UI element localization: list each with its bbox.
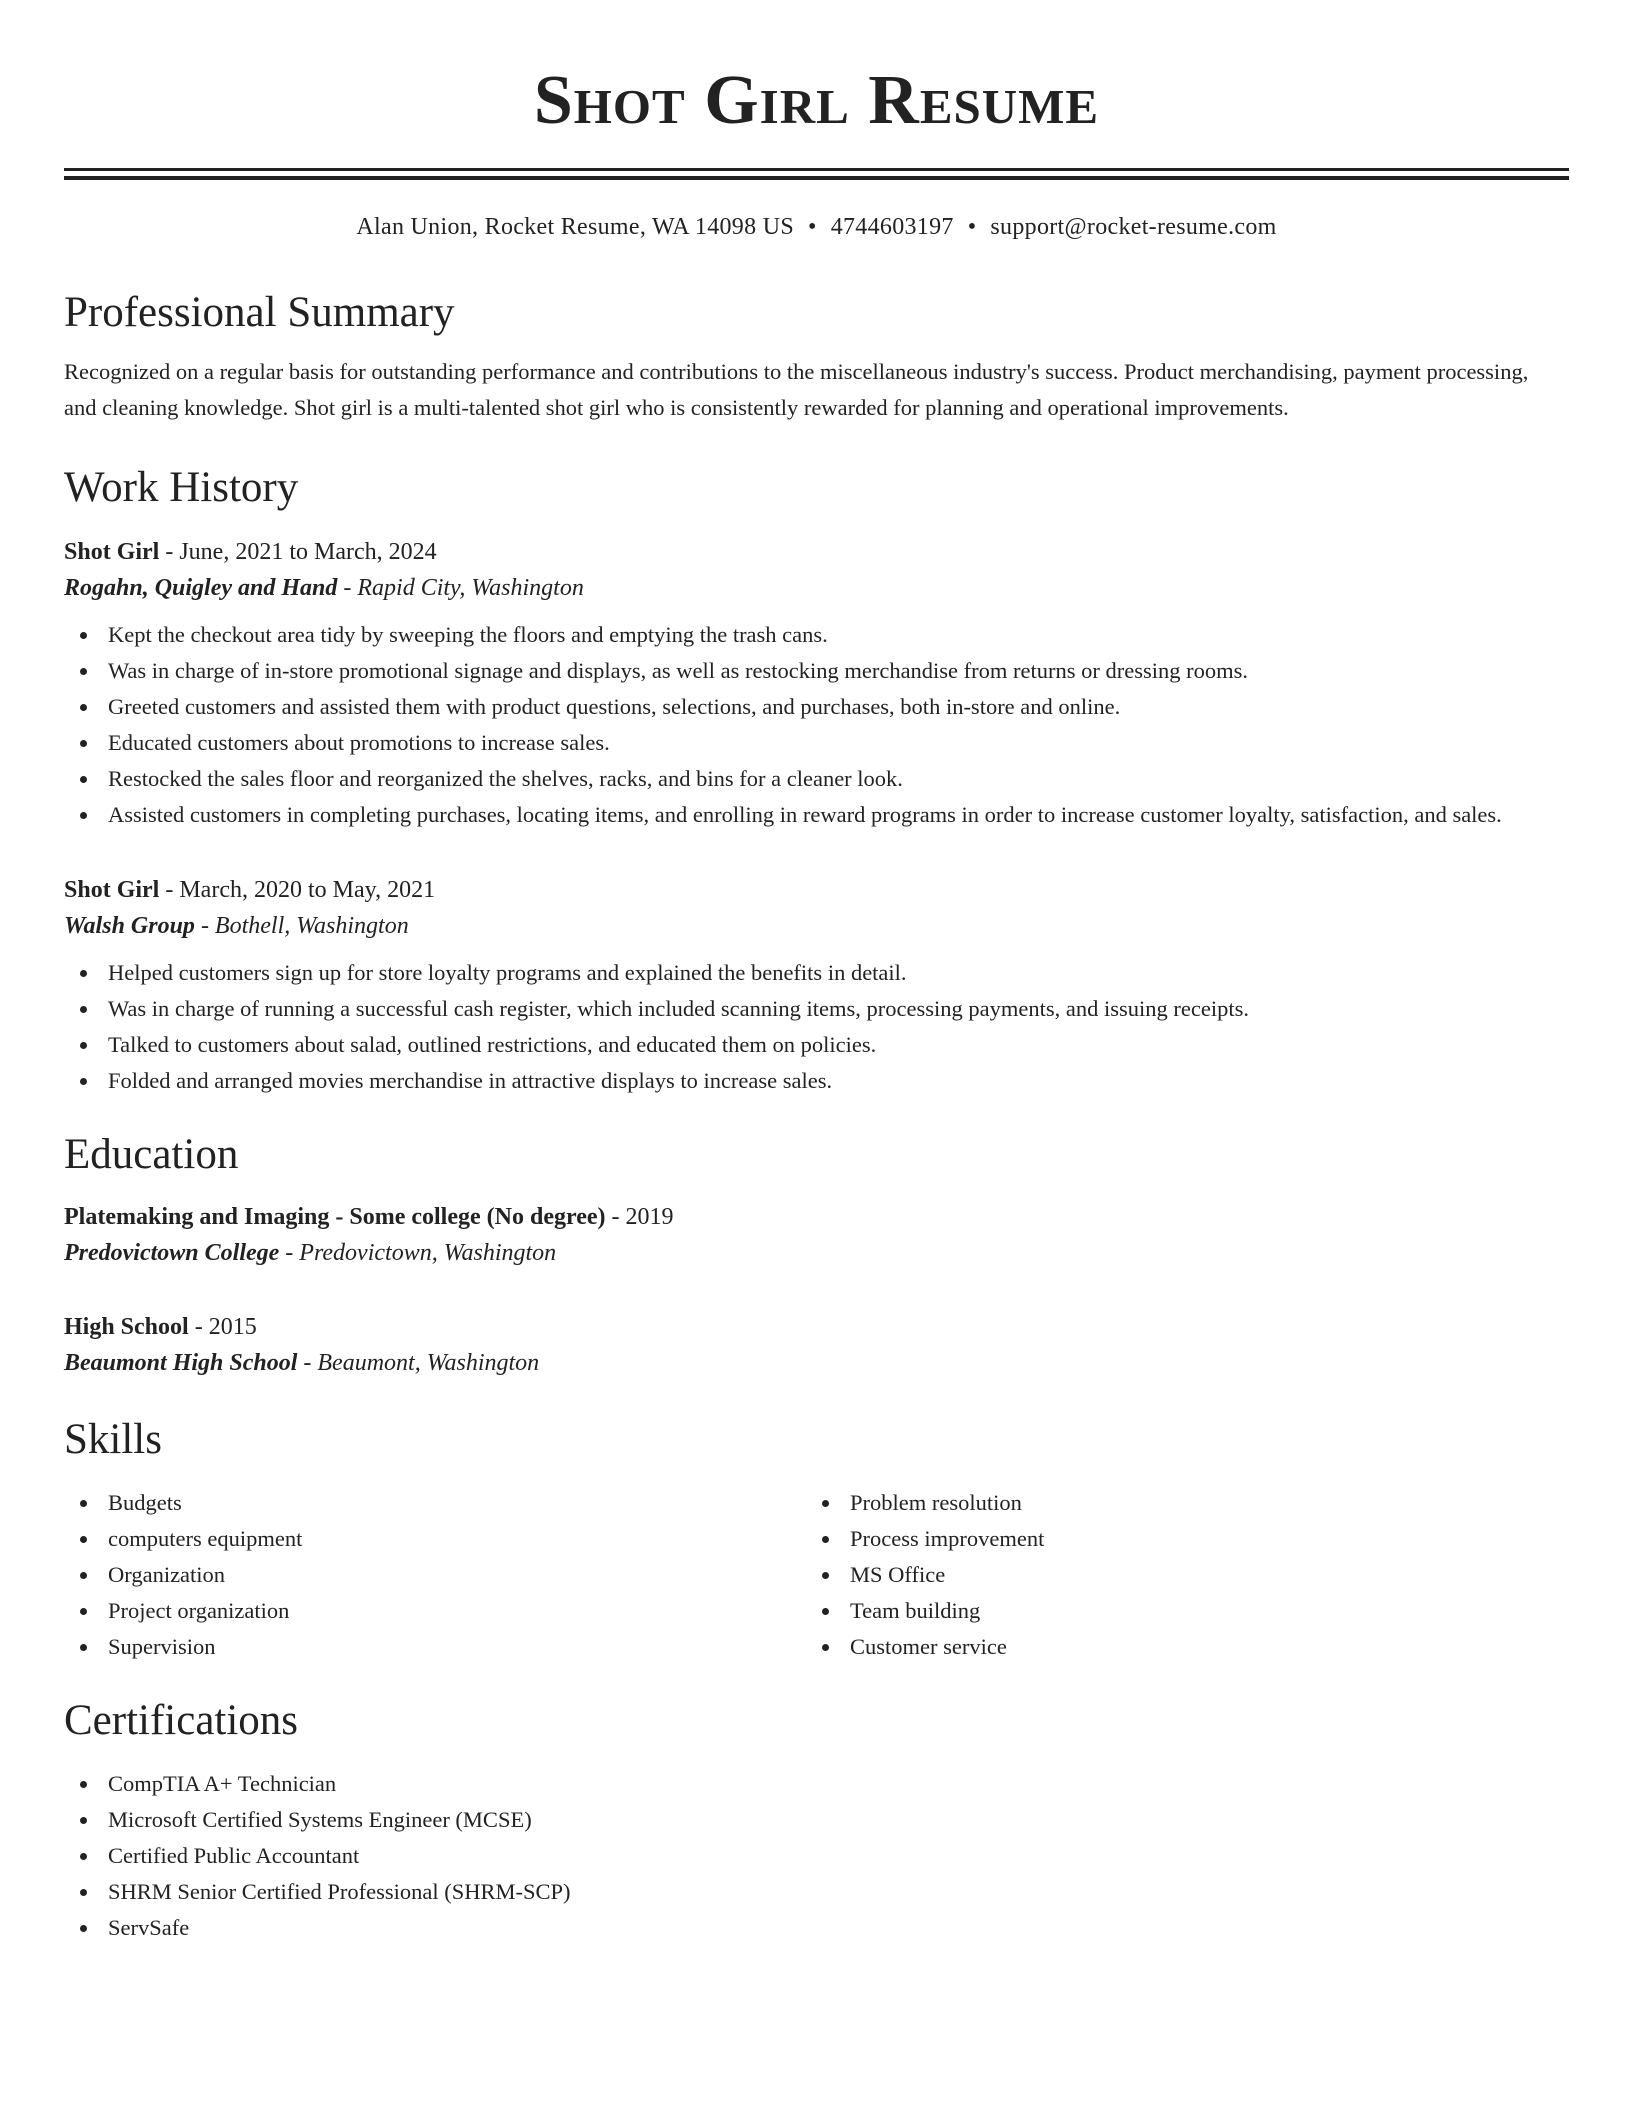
education-degree-line xyxy=(64,1200,1569,1234)
job-bullets xyxy=(64,955,1569,1099)
job-title-line xyxy=(64,873,1569,907)
contact-separator: • xyxy=(808,214,817,240)
job-title: Shot Girl xyxy=(64,877,160,903)
section-heading-education: Education xyxy=(64,1131,239,1178)
education-location: - Beaumont, Washington xyxy=(297,1350,540,1376)
contact-separator: • xyxy=(967,214,977,240)
job-dates: - March, 2020 to May, 2021 xyxy=(159,877,436,903)
job-dates: - June, 2021 to March, 2024 xyxy=(159,539,437,565)
certifications-list xyxy=(64,1766,1569,1946)
skills-columns xyxy=(64,1485,1569,1665)
contact-phone: 4744603197 xyxy=(830,214,954,240)
resume-page xyxy=(64,0,1569,1946)
skill-item: Supervision xyxy=(64,1629,806,1665)
skill-item: Budgets xyxy=(64,1485,806,1521)
education-year: - 2015 xyxy=(188,1314,257,1340)
section-heading-summary: Professional Summary xyxy=(64,289,455,336)
education-degree: Platemaking and Imaging - Some college (No degree) xyxy=(64,1204,606,1230)
education-year: - 2019 xyxy=(605,1204,674,1230)
skill-item: Customer service xyxy=(806,1629,1548,1665)
job-bullet: Helped customers sign up for store loyalty programs and explained the benefits in detail. xyxy=(64,955,1569,991)
job-bullet: Greeted customers and assisted them with product questions, selections, and purchases, both in-store and online. xyxy=(64,689,1569,725)
job-title: Shot Girl xyxy=(64,539,160,565)
job-entry xyxy=(64,873,1569,1099)
job-location: - Rapid City, Washington xyxy=(337,575,584,601)
resume-title: Shot Girl Resume xyxy=(533,62,1100,139)
skill-item: Process improvement xyxy=(806,1521,1548,1557)
job-bullet: Restocked the sales floor and reorganized the shelves, racks, and bins for a cleaner look. xyxy=(64,761,1569,797)
skill-item: Project organization xyxy=(64,1593,806,1629)
job-company-line xyxy=(64,907,1569,945)
job-entry xyxy=(64,535,1569,833)
skill-item: Problem resolution xyxy=(806,1485,1548,1521)
certification-item: CompTIA A+ Technician xyxy=(64,1766,1569,1802)
skills-list-right xyxy=(806,1485,1548,1665)
skill-item: Organization xyxy=(64,1557,806,1593)
skill-item: MS Office xyxy=(806,1557,1548,1593)
contact-address: Alan Union, Rocket Resume, WA 14098 US xyxy=(356,214,794,240)
section-heading-work-history: Work History xyxy=(64,464,299,511)
contact-line xyxy=(64,214,1569,241)
summary-text: Recognized on a regular basis for outstanding performance and contributions to the miscellaneous industry's success. Product merchandising, payment processing, and cleaning knowledge. Shot girl is a multi-talented shot girl who is consistently rewarded for planning and operational improvements. xyxy=(64,359,1529,420)
education-degree: High School xyxy=(64,1314,189,1340)
certification-item: ServSafe xyxy=(64,1910,1569,1946)
job-bullets xyxy=(64,617,1569,833)
job-bullet: Was in charge of running a successful cash register, which included scanning items, processing payments, and issuing receipts. xyxy=(64,991,1569,1027)
job-company-line xyxy=(64,569,1569,607)
title-rule-top xyxy=(64,168,1569,171)
certification-item: Certified Public Accountant xyxy=(64,1838,1569,1874)
skills-list-left xyxy=(64,1485,806,1665)
job-bullet: Assisted customers in completing purchases, locating items, and enrolling in reward programs in order to increase customer loyalty, satisfaction, and sales. xyxy=(64,797,1569,833)
job-company: Rogahn, Quigley and Hand xyxy=(64,575,338,601)
education-school-line xyxy=(64,1234,1569,1272)
job-bullet: Folded and arranged movies merchandise in attractive displays to increase sales. xyxy=(64,1063,1569,1099)
job-bullet: Educated customers about promotions to increase sales. xyxy=(64,725,1569,761)
section-heading-skills: Skills xyxy=(64,1416,162,1463)
education-degree-line xyxy=(64,1310,1569,1344)
certification-item: SHRM Senior Certified Professional (SHRM-SCP) xyxy=(64,1874,1569,1910)
certification-item: Microsoft Certified Systems Engineer (MCSE) xyxy=(64,1802,1569,1838)
education-school: Predovictown College xyxy=(64,1240,280,1266)
skill-item: computers equipment xyxy=(64,1521,806,1557)
section-heading-certifications: Certifications xyxy=(64,1697,299,1744)
job-company: Walsh Group xyxy=(64,913,195,939)
job-location: - Bothell, Washington xyxy=(194,913,409,939)
job-title-line xyxy=(64,535,1569,569)
education-location: - Predovictown, Washington xyxy=(279,1240,557,1266)
title-rule-bottom xyxy=(64,176,1569,180)
skill-item: Team building xyxy=(806,1593,1548,1629)
job-bullet: Was in charge of in-store promotional signage and displays, as well as restocking merchandise from returns or dressing rooms. xyxy=(64,653,1569,689)
contact-email: support@rocket-resume.com xyxy=(990,214,1277,240)
job-bullet: Kept the checkout area tidy by sweeping the floors and emptying the trash cans. xyxy=(64,617,1569,653)
education-school-line xyxy=(64,1344,1569,1382)
education-school: Beaumont High School xyxy=(64,1350,298,1376)
education-entry xyxy=(64,1310,1569,1382)
job-bullet: Talked to customers about salad, outlined restrictions, and educated them on policies. xyxy=(64,1027,1569,1063)
education-entry xyxy=(64,1200,1569,1272)
